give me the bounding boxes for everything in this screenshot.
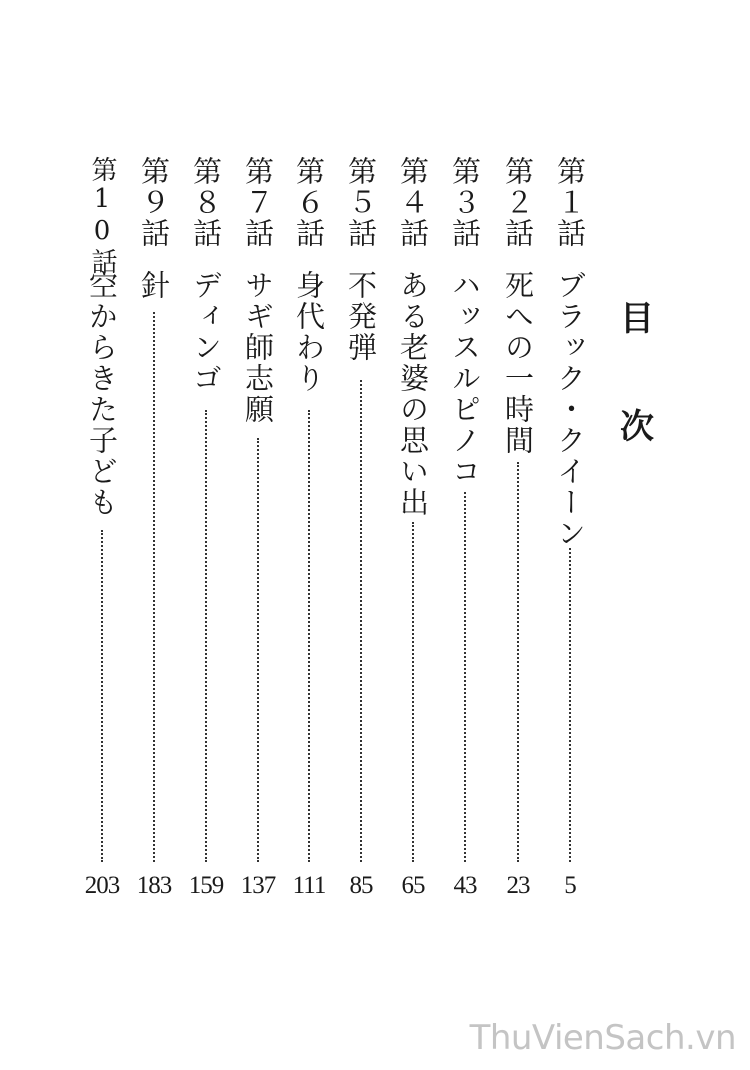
page-number: 111 [292,872,326,899]
page-number: 183 [136,872,172,899]
page-number: 43 [453,872,477,899]
dot-leader [153,312,155,862]
dot-leader [412,522,414,862]
dot-leader [101,530,103,862]
chapter-title: ハッスルピノコ [448,270,482,487]
chapter-number: 第10話 [87,156,117,276]
watermark: ThuVienSach.vn [469,1018,736,1058]
toc-entry-6[interactable] [287,0,331,1070]
page-number: 203 [84,872,120,899]
dot-leader [464,492,466,862]
toc-entry-10[interactable] [80,0,124,1070]
chapter-number: 第６話 [292,156,326,249]
toc-title-char-1: 目 [620,299,654,339]
chapter-number: 第３話 [448,156,482,249]
toc-entry-4[interactable] [391,0,435,1070]
page-number: 23 [506,872,530,899]
chapter-number: 第８話 [189,156,223,249]
toc-entry-1[interactable] [548,0,592,1070]
dot-leader [517,462,519,862]
toc-entry-8[interactable] [184,0,228,1070]
chapter-title: 空からきた子ども [85,270,119,518]
dot-leader [257,438,259,862]
chapter-number: 第５話 [344,156,378,249]
toc-title-char-2: 次 [620,407,654,447]
chapter-title: ブラック・クイーン [553,270,587,549]
toc-entry-7[interactable] [236,0,280,1070]
toc-entry-5[interactable] [339,0,383,1070]
chapter-number: 第１話 [553,156,587,249]
chapter-number: 第４話 [396,156,430,249]
toc-entry-2[interactable] [496,0,540,1070]
chapter-title: 不発弾 [344,270,378,363]
chapter-title: ある老婆の思い出 [396,270,430,518]
chapter-title: 身代わり [292,270,326,394]
page-number: 85 [349,872,373,899]
page-number: 65 [401,872,425,899]
page-number: 159 [188,872,224,899]
chapter-number: 第９話 [137,156,171,249]
toc-entry-3[interactable] [443,0,487,1070]
dot-leader [569,548,571,862]
chapter-title: 死への一時間 [501,270,535,456]
chapter-number: 第２話 [501,156,535,249]
dot-leader [205,410,207,862]
dot-leader [308,410,310,862]
chapter-title: 針 [137,270,171,301]
dot-leader [360,380,362,862]
page-number: 5 [564,872,576,899]
chapter-title: ディンゴ [189,270,223,394]
page-number: 137 [240,872,276,899]
chapter-title: サギ師志願 [241,270,275,425]
chapter-number: 第７話 [241,156,275,249]
toc-entry-9[interactable] [132,0,176,1070]
